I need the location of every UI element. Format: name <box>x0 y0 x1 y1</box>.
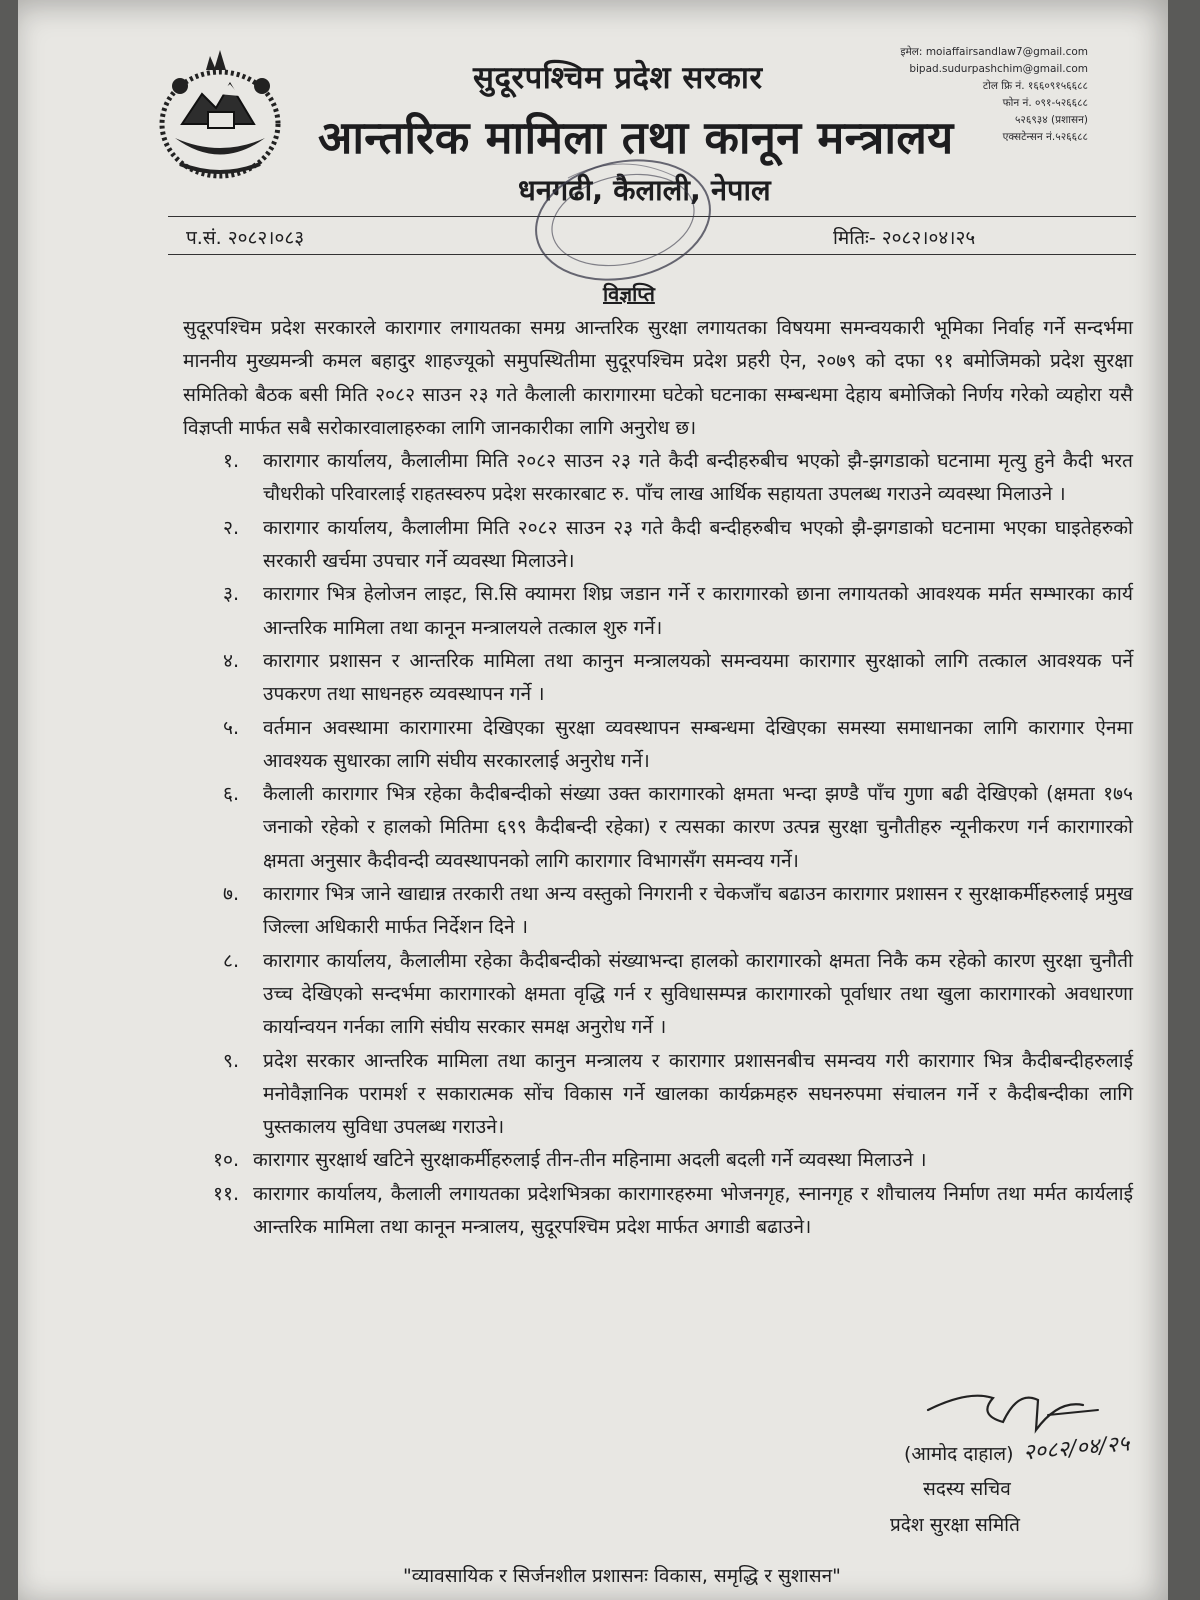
stamp-icon <box>508 150 738 300</box>
toll-free-number: टोल फ्रि नं. १६६०९१५६६८८ <box>982 80 1088 92</box>
item-text: कारागार कार्यालय, कैलालीमा रहेका कैदीबन्दीको संख्याभन्दा हालको कारागारको क्षमता निकै कम रहेको कारण सुरक्षा चुनौती उच्च देखिएको सन्दर्भमा कारागारको क्षमता वृद्धि गर्न र सुविधासम्पन्न कारागारको पूर्वाधार तथा खुला कारागारको अवधारणा कार्यान्वयन गर्नका लागि संघीय सरकार समक्ष अनुरोध गर्ने । <box>263 948 1133 1039</box>
signatory-title: सदस्य सचिव <box>923 1478 1011 1500</box>
item-text: प्रदेश सरकार आन्तरिक मामिला तथा कानुन मन्त्रालय र कारागार प्रशासनबीच समन्वय गरी कारागार भित्र कैदीबन्दीहरुलाई मनोवैज्ञानिक परामर्श र सकारात्मक सोंच विकास गर्ने खालका कार्यक्रमहरु सघनरुपमा संचालन गर्ने र कैदीबन्दीका लागि पुस्तकालय सुविधा उपलब्ध गराउने। <box>263 1048 1133 1139</box>
item-text: कारागार भित्र जाने खाद्यान्न तरकारी तथा अन्य वस्तुको निगरानी र चेकजाँच बढाउन कारागार प्रशासन र सुरक्षाकर्मीहरुलाई प्रमुख जिल्ला अधिकारी मार्फत निर्देशन दिने । <box>263 882 1133 939</box>
signature-date: २०८२/०४/२५ <box>1022 1431 1131 1466</box>
item-number: ३. <box>223 582 240 606</box>
footer-motto: "व्यावसायिक र सिर्जनशील प्रशासनः विकास, समृद्धि र सुशासन" <box>403 1565 841 1587</box>
item-text: कारागार भित्र हेलोजन लाइट, सि.सि क्यामरा शिघ्र जडान गर्ने र कारागारको छाना लगायतको आवश्यक मर्मत सम्भारका कार्य आन्तरिक मामिला तथा कानून मन्त्रालयले तत्काल शुरु गर्ने। <box>263 582 1133 639</box>
phone-admin: ५२६९३४ (प्रशासन) <box>1014 114 1088 126</box>
list-item <box>183 711 1133 778</box>
intro-paragraph: सुदूरपश्चिम प्रदेश सरकारले कारागार लगायतका समग्र आन्तरिक सुरक्षा लगायतका विषयमा समन्वयकारी भूमिका निर्वाह गर्ने सन्दर्भमा माननीय मुख्यमन्त्री कमल बहादुर शाहज्यूको समुपस्थितीमा सुदूरपश्चिम प्रदेश प्रहरी ऐन, २०७९ को दफा ९१ बमोजिमको प्रदेश सुरक्षा समितिको बैठक बसी मिति २०८२ साउन २३ गते कैलाली कारागारमा घटेको घटनाका सम्बन्धमा देहाय बमोजिको निर्णय गरेको व्यहोरा यसै विज्ञप्ती मार्फत सबै सरोकारवालाहरुका लागि जानकारीका लागि अनुरोध छ। <box>183 316 1133 439</box>
list-item <box>183 444 1133 511</box>
item-number: ९. <box>223 1048 240 1072</box>
notice-body <box>183 311 1133 1243</box>
phone-number: फोन नं. ०९१-५२६६८८ <box>1002 97 1088 109</box>
item-text: कैलाली कारागार भित्र रहेका कैदीबन्दीको संख्या उक्त कारागारको क्षमता भन्दा झण्डै पाँच गुणा बढी देखिएको (क्षमता १७५ जनाको रहेको र हालको मितिमा ६९९ कैदीबन्दी रहेका) र त्यसका कारण उत्पन्न सुरक्षा चुनौतीहरु न्यूनीकरण गर्न कारागारको क्षमता अनुसार कैदीवन्दी व्यवस्थापनको लागि कारागार विभागसँग समन्वय गर्ने। <box>263 782 1133 872</box>
list-item <box>183 944 1133 1044</box>
item-number: २. <box>223 515 240 539</box>
list-item <box>183 511 1133 578</box>
list-item <box>183 1143 1133 1176</box>
item-number: ७. <box>223 882 240 906</box>
nepal-emblem-logo <box>150 46 290 186</box>
signatory-name: (आमोद दाहाल) <box>904 1443 1014 1465</box>
item-text: कारागार कार्यालय, कैलालीमा मिति २०८२ साउन २३ गते कैदी बन्दीहरुबीच भएको झै-झगडाको घटनामा मृत्यु हुने कैदी भरत चौधरीको परिवारलाई राहतस्वरुप प्रदेश सरकारबाट रु. पाँच लाख आर्थिक सहायता उपलब्ध गराउने व्यवस्था मिलाउने । <box>263 449 1133 506</box>
email-label: इमेल: <box>900 46 923 58</box>
email-primary[interactable]: moiaffairsandlaw7@gmail.com <box>925 46 1088 58</box>
item-number: ४. <box>223 648 240 672</box>
letter-date: मितिः- २०८२।०४।२५ <box>833 227 976 249</box>
item-text: कारागार सुरक्षार्थ खटिने सुरक्षाकर्मीहरुलाई तीन-तीन महिनामा अदली बदली गर्ने व्यवस्था मिलाउने । <box>253 1148 927 1172</box>
government-title: सुदूरपश्चिम प्रदेश सरकार <box>473 60 763 96</box>
decision-list <box>183 444 1133 1243</box>
notice-title: विज्ञप्ति <box>603 282 655 306</box>
list-item <box>183 644 1133 711</box>
item-number: ८. <box>223 948 240 972</box>
list-item <box>183 577 1133 644</box>
list-item <box>183 877 1133 944</box>
emblem-icon <box>150 46 290 186</box>
item-number: १. <box>223 449 240 473</box>
list-item <box>183 777 1133 877</box>
item-text: वर्तमान अवस्थामा कारागारमा देखिएका सुरक्षा व्यवस्थापन सम्बन्धमा देखिएका समस्या समाधानका लागि कारागार ऐनमा आवश्यक सुधारका लागि संघीय सरकारलाई अनुरोध गर्ने। <box>263 715 1133 772</box>
list-item <box>183 1177 1133 1244</box>
ministry-title: आन्तरिक मामिला तथा कानून मन्त्रालय <box>318 111 954 164</box>
item-text: कारागार कार्यालय, कैलाली लगायतका प्रदेशभित्रका कारागारहरुमा भोजनगृह, स्नानगृह र शौचालय निर्माण तथा मर्मत कार्यलाई आन्तरिक मामिला तथा कानून मन्त्रालय, सुदूरपश्चिम प्रदेश मार्फत अगाडी बढाउने। <box>253 1181 1133 1239</box>
item-number: १०. <box>213 1148 240 1172</box>
item-number: ६. <box>223 782 240 806</box>
office-stamp <box>508 150 738 300</box>
signatory-organization: प्रदेश सुरक्षा समिति <box>890 1514 1020 1536</box>
item-number: ५. <box>223 715 240 739</box>
item-text: कारागार कार्यालय, कैलालीमा मिति २०८२ साउन २३ गते कैदी बन्दीहरुबीच भएको झै-झगडाको घटनामा भएका घाइतेहरुको सरकारी खर्चमा उपचार गर्ने व्यवस्था मिलाउने। <box>263 515 1133 573</box>
email-secondary[interactable]: bipad.sudurpashchim@gmail.com <box>909 63 1088 75</box>
extension-number: एक्सटेन्सन नं.५२६६८८ <box>1002 131 1088 143</box>
reference-number: प.सं. २०८२।०८३ <box>186 227 305 249</box>
item-text: कारागार प्रशासन र आन्तरिक मामिला तथा कानुन मन्त्रालयको समन्वयमा कारागार सुरक्षाको लागि तत्काल आवश्यक पर्ने उपकरण तथा साधनहरु व्यवस्थापन गर्ने । <box>263 648 1133 706</box>
item-number: ११. <box>213 1181 240 1205</box>
contact-block <box>900 44 1088 146</box>
location-title: धनगढी, कैलाली, नेपाल <box>518 173 771 207</box>
email-row <box>900 44 1088 61</box>
list-item <box>183 1044 1133 1144</box>
letter-page <box>18 0 1168 1600</box>
